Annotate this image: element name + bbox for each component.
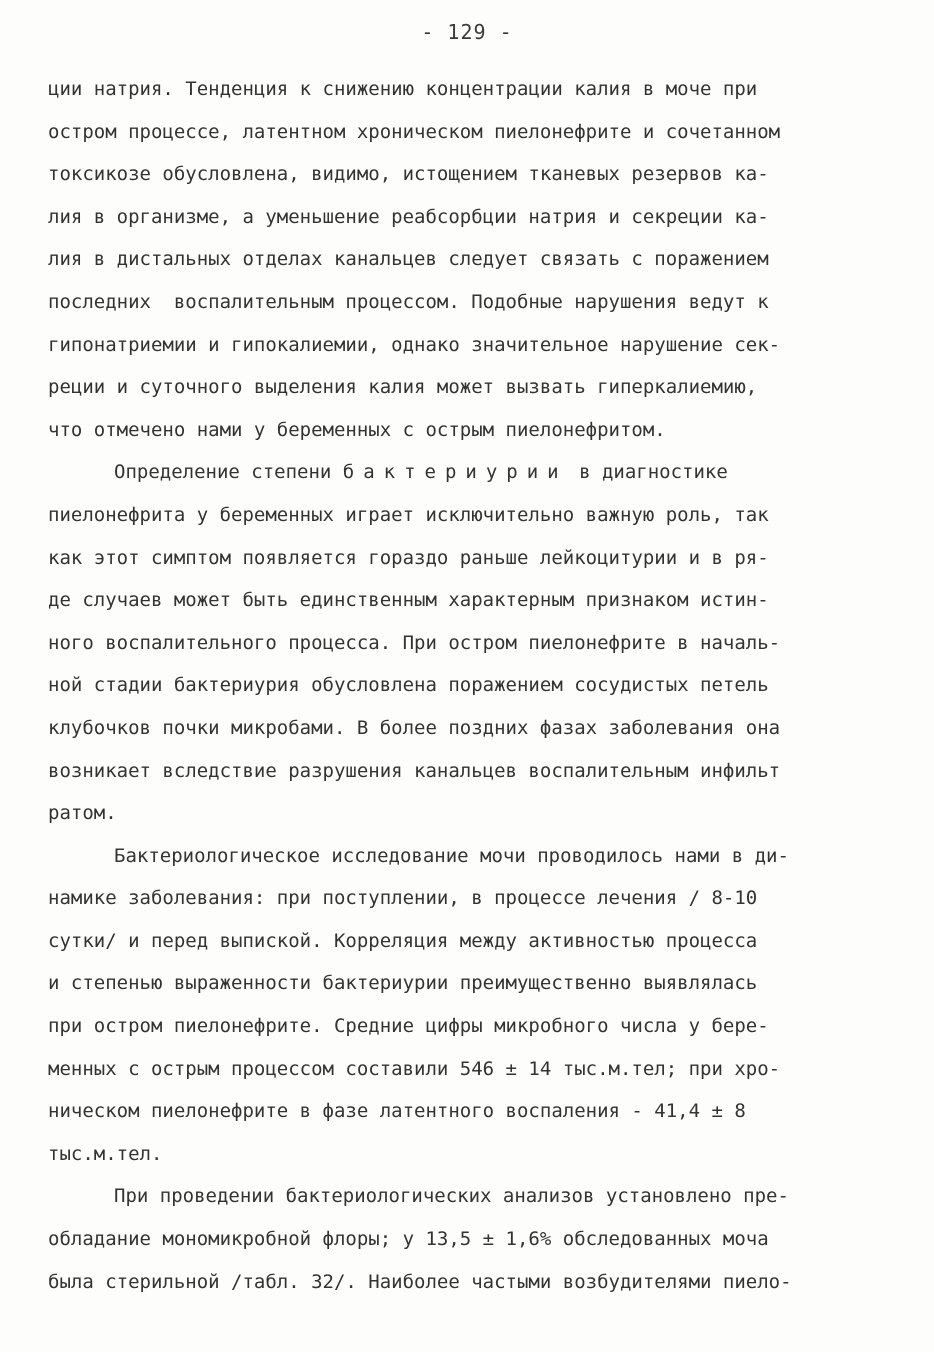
paragraph-first-line: Бактериологическое исследование мочи проводилось нами в ди- [114, 844, 789, 867]
text-line: сутки/ и перед выпиской. Корреляция между активностью процесса [48, 929, 758, 952]
text-line: пиелонефрита у беременных играет исключительно важную роль, так [48, 503, 769, 526]
text-line: и степенью выраженности бактериурии преимущественно выявлялась [48, 972, 758, 995]
paragraph-first-line: При проведении бактериологических анализов установлено пре- [114, 1185, 789, 1208]
text-line: гипонатриемии и гипокалиемии, однако значительное нарушение сек- [48, 333, 781, 356]
text-line: при остром пиелонефрите. Средние цифры микробного числа у бере- [48, 1015, 769, 1038]
spaced-emphasis-term: бактериурии [342, 461, 568, 484]
paragraph-first-line [48, 451, 888, 494]
text-line: менных с острым процессом составили 546 ± 14 тыс.м.тел; при хро- [48, 1057, 781, 1080]
text-line: остром процессе, латентном хроническом пиелонефрите и сочетанном [48, 120, 781, 143]
text-line: ной стадии бактериурия обусловлена поражением сосудистых петель [48, 674, 769, 697]
text-line: последних воспалительным процессом. Подобные нарушения ведут к [48, 290, 769, 313]
text-line: намике заболевания: при поступлении, в процессе лечения / 8-10 [48, 887, 758, 910]
text-fragment: в диагностике [567, 461, 728, 484]
text-line: что отмечено нами у беременных с острым пиелонефритом. [48, 418, 666, 441]
text-line: была стерильной /табл. 32/. Наиболее частыми возбудителями пиело- [48, 1270, 792, 1293]
text-line: ратом. [48, 802, 117, 825]
text-line: возникает вследствие разрушения канальцев воспалительным инфильт [48, 759, 781, 782]
text-line: лия в дистальных отделах канальцев следует связать с поражением [48, 248, 769, 271]
page-number: - 129 - [421, 20, 513, 44]
body-text [48, 68, 888, 1303]
text-line: лия в организме, а уменьшение реабсорбции натрия и секреции ка- [48, 205, 769, 228]
text-line: ническом пиелонефрите в фазе латентного воспаления - 41,4 ± 8 [48, 1100, 746, 1123]
text-line: как этот симптом появляется гораздо раньше лейкоцитурии и в ря- [48, 546, 769, 569]
text-line: тыс.м.тел. [48, 1142, 163, 1165]
text-line: реции и суточного выделения калия может вызвать гиперкалиемию, [48, 376, 758, 399]
text-line: де случаев может быть единственным характерным признаком истин- [48, 589, 769, 612]
text-line: обладание мономикробной флоры; у 13,5 ± 1,6% обследованных моча [48, 1228, 769, 1251]
text-line: токсикозе обусловлена, видимо, истощением тканевых резервов ка- [48, 163, 769, 186]
text-line: ного воспалительного процесса. При остром пиелонефрите в началь- [48, 631, 781, 654]
text-fragment: Определение степени [114, 461, 343, 484]
text-line: ции натрия. Тенденция к снижению концентрации калия в моче при [48, 78, 758, 100]
text-line: клубочков почки микробами. В более поздних фазах заболевания она [48, 716, 781, 739]
